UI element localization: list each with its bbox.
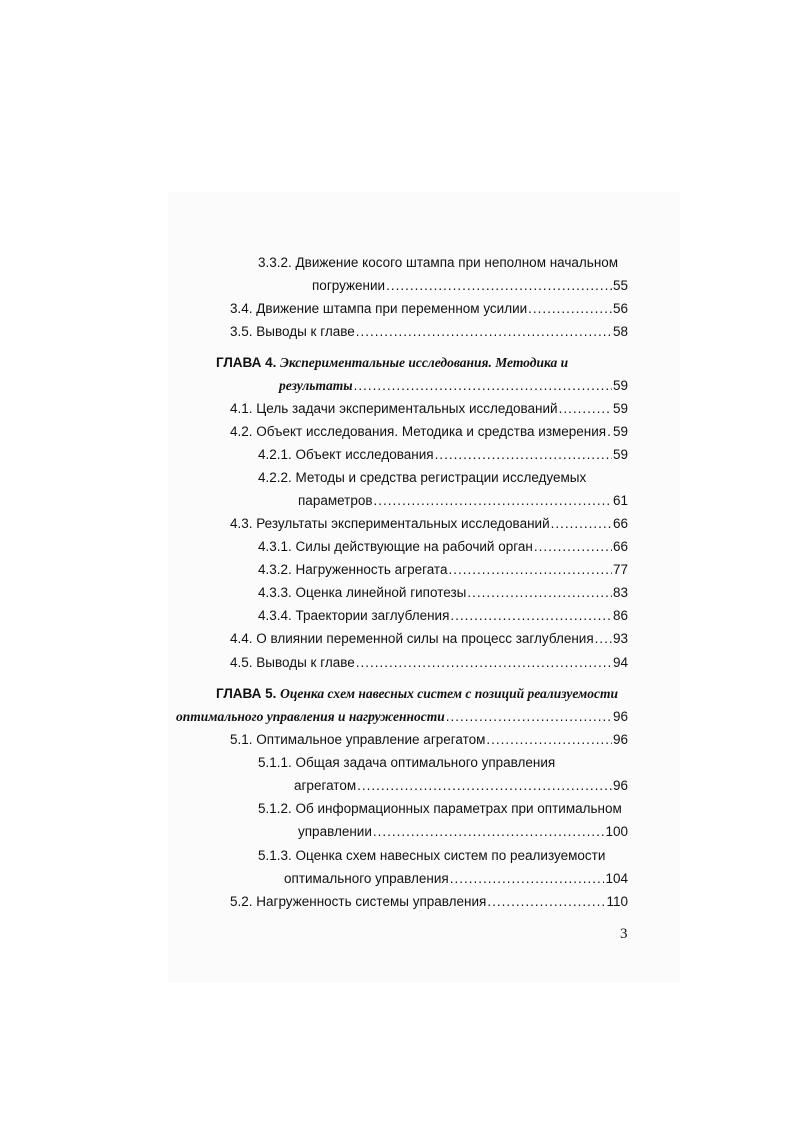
toc-page-number: 94 [612, 655, 628, 670]
toc-page-number: 77 [612, 562, 628, 577]
chapter-title: оптимального управления и нагруженности [176, 709, 445, 724]
toc-page-number: 93 [612, 631, 628, 646]
chapter-title: Экспериментальные исследования. Методика и [280, 355, 569, 370]
leader-dots [386, 277, 612, 295]
leader-dots [528, 300, 612, 318]
toc-entry-4-2-2: 4.2.2. Методы и средства регистрации исследуемых [258, 470, 587, 485]
toc-entry-text: 4.2.1. Объект исследования [258, 447, 434, 462]
toc-entry-4-2-2-cont [298, 492, 628, 510]
toc-entry-text: 3.4. Движение штампа при переменном усилии [230, 301, 528, 316]
chapter-4-heading [216, 354, 568, 372]
leader-dots [450, 607, 612, 625]
toc-entry-text: 4.1. Цель задачи экспериментальных исследований [230, 401, 558, 416]
toc-entry-3-3-2-cont [312, 277, 628, 295]
toc-entry-text: 4.3.3. Оценка линейной гипотезы [258, 585, 467, 600]
toc-page-number: 86 [612, 608, 628, 623]
leader-dots [357, 777, 612, 795]
leader-dots [446, 708, 612, 726]
toc-entry-text: 4.2. Объект исследования. Методика и средства измерения [230, 424, 607, 439]
chapter-4-heading-cont [279, 377, 628, 395]
toc-page-number: 61 [612, 493, 628, 508]
toc-entry-5-1-3-cont [284, 870, 628, 888]
toc-entry-4-4 [230, 630, 628, 648]
toc-page-number: 58 [612, 324, 628, 339]
chapter-label: ГЛАВА 5. [216, 686, 277, 701]
toc-page-number: 59 [612, 424, 628, 439]
leader-dots [435, 446, 612, 464]
toc-entry-4-3-4 [258, 607, 628, 625]
toc-entry-text: 4.3.2. Нагруженность агрегата [258, 562, 448, 577]
leader-dots [551, 515, 612, 533]
leader-dots [487, 893, 605, 911]
leader-dots [450, 870, 605, 888]
toc-entry-5-1-3: 5.1.3. Оценка схем навесных систем по реализуемости [258, 848, 606, 863]
toc-entry-5-1-2: 5.1.2. Об информационных параметрах при оптимальном [258, 801, 622, 816]
toc-entry-text: 5.1. Оптимальное управление агрегатом [230, 732, 486, 747]
toc-entry-4-3-3 [258, 584, 628, 602]
toc-entry-text: 4.5. Выводы к главе [230, 655, 355, 670]
toc-entry-text: 4.3.1. Силы действующие на рабочий орган [258, 539, 533, 554]
chapter-label: ГЛАВА 4. [216, 355, 277, 370]
toc-entry-4-3 [230, 515, 628, 533]
toc-page-number: 59 [612, 447, 628, 462]
chapter-title: результаты [279, 378, 353, 393]
toc-entry-4-1 [230, 400, 628, 418]
toc-page-number: 100 [605, 824, 628, 839]
leader-dots [448, 561, 612, 579]
leader-dots [486, 731, 612, 749]
toc-entry-text: агрегатом [294, 778, 357, 793]
leader-dots [559, 400, 612, 418]
toc-page-number: 110 [606, 894, 628, 909]
toc-entry-text: погружении [312, 278, 386, 293]
leader-dots [356, 323, 612, 341]
toc-page-number: 96 [612, 709, 628, 724]
toc-entry-5-2 [230, 893, 628, 911]
leader-dots [354, 377, 612, 395]
toc-entry-text: 3.5. Выводы к главе [230, 324, 355, 339]
leader-dots [595, 630, 612, 648]
leader-dots [356, 654, 612, 672]
toc-page-number: 96 [612, 732, 628, 747]
toc-entry-3-4 [230, 300, 628, 318]
toc-page-number: 59 [612, 401, 628, 416]
toc-entry-text: параметров [298, 493, 373, 508]
leader-dots [467, 584, 612, 602]
toc-entry-5-1-1-cont [294, 777, 628, 795]
toc-page-number: 96 [612, 778, 628, 793]
chapter-5-heading-cont [176, 708, 628, 726]
chapter-title: Оценка схем навесных систем с позиций реализуемости [280, 686, 619, 701]
toc-entry-3-5 [230, 323, 628, 341]
toc-entry-4-2-1 [258, 446, 628, 464]
toc-entry-text: 5.2. Нагруженность системы управления [230, 894, 487, 909]
toc-page-number: 104 [605, 871, 628, 886]
toc-entry-text: 4.3.4. Траектории заглубления [258, 608, 450, 623]
page-number: 3 [620, 926, 628, 942]
toc-entry-text: управлении [298, 824, 372, 839]
leader-dots [373, 823, 605, 841]
toc-page-number: 66 [612, 516, 628, 531]
toc-entry-5-1 [230, 731, 628, 749]
toc-entry-text: 4.3. Результаты экспериментальных исследований [230, 516, 550, 531]
toc-entry-text: 4.4. О влиянии переменной силы на процесс заглубления [230, 631, 594, 646]
toc-page-number: 56 [612, 301, 628, 316]
toc-entry-5-1-2-cont [298, 823, 628, 841]
toc-entry-4-5 [230, 654, 628, 672]
toc-page-number: 59 [612, 378, 628, 393]
leader-dots [607, 423, 612, 441]
toc-entry-4-3-1 [258, 538, 628, 556]
toc-page-number: 83 [612, 585, 628, 600]
toc-entry-5-1-1: 5.1.1. Общая задача оптимального управления [258, 755, 556, 770]
toc-page-number: 66 [612, 539, 628, 554]
toc-entry-4-3-2 [258, 561, 628, 579]
toc-page-number: 55 [612, 278, 628, 293]
leader-dots [374, 492, 612, 510]
leader-dots [534, 538, 612, 556]
toc-entry-4-2 [230, 423, 628, 441]
toc-entry-3-3-2: 3.3.2. Движение косого штампа при неполном начальном [258, 255, 619, 270]
chapter-5-heading [216, 685, 618, 703]
toc-entry-text: оптимального управления [284, 871, 449, 886]
